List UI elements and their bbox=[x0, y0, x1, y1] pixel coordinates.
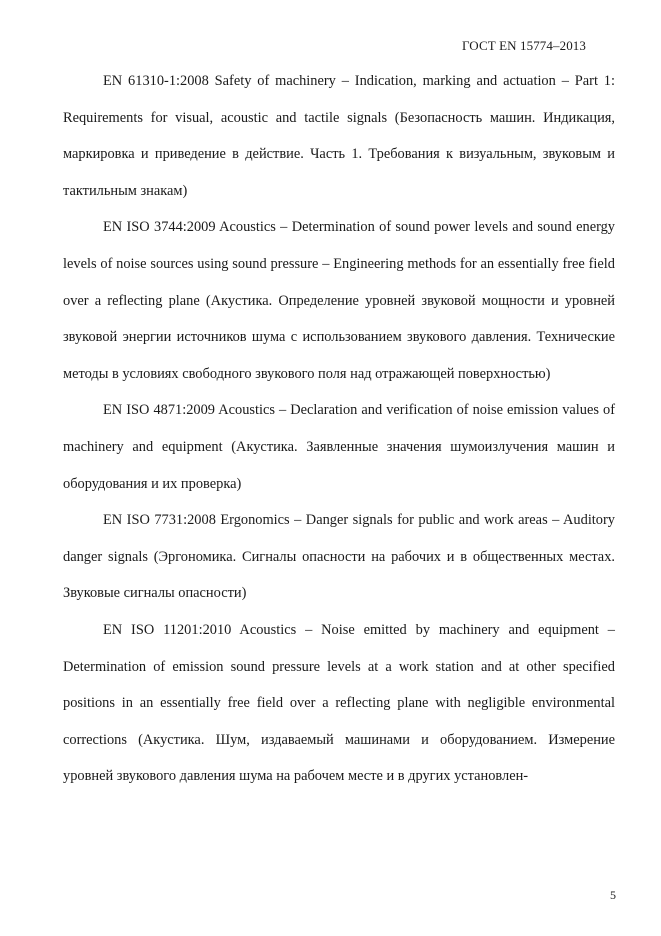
page-header-standard-code: ГОСТ EN 15774–2013 bbox=[462, 38, 586, 53]
normative-references-list bbox=[63, 63, 615, 795]
reference-paragraph-en-iso-3744: EN ISO 3744:2009 Acoustics – Determination of sound power levels and sound energy levels of noise sources using sound pressure – Engineering methods for an essentially free field over a reflecting plane (Акустика. Определение уровней звуковой мощности и уровней звуковой энергии источников шума с использованием звукового давления. Технические методы в условиях свободного звукового поля над отражающей поверхностью) bbox=[63, 219, 615, 382]
reference-paragraph-en-iso-11201: EN ISO 11201:2010 Acoustics – Noise emitted by machinery and equipment – Determination of emission sound pressure levels at a work station and at other specified positions in an essentially free field over a reflecting plane with negligible environmental corrections (Акустика. Шум, издаваемый машинами и оборудованием. Измерение уровней звукового давления шума на рабочем месте и в других установлен- bbox=[63, 621, 615, 785]
reference-paragraph-en-61310-1: EN 61310-1:2008 Safety of machinery – Indication, marking and actuation – Part 1: Requirements for visual, acoustic and tactile signals (Безопасность машин. Индикация, маркировка и приведение в действие. Часть 1. Требования к визуальным, звуковым и тактильным знакам) bbox=[63, 73, 615, 199]
reference-paragraph-en-iso-7731: EN ISO 7731:2008 Ergonomics – Danger signals for public and work areas – Auditory danger signals (Эргономика. Сигналы опасности на рабочих и в общественных местах. Звуковые сигналы опасности) bbox=[63, 512, 615, 602]
page-number: 5 bbox=[610, 888, 616, 902]
reference-paragraph-en-iso-4871: EN ISO 4871:2009 Acoustics – Declaration and verification of noise emission values of machinery and equipment (Акустика. Заявленные значения шумоизлучения машин и оборудования и их проверка) bbox=[63, 402, 615, 492]
